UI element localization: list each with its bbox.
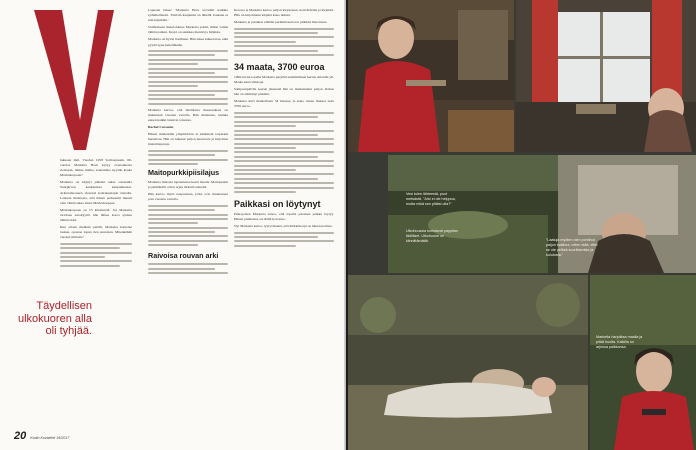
- text-line: [148, 235, 228, 237]
- text-line: [234, 125, 296, 127]
- page-number: 20: [14, 430, 27, 442]
- body-paragraph: Korona ja Marketta kertoo paljon kirjoistaan, kotiväestään ja kirjeistä. Hän on kirjoittanut kirjeitä koko ikänsä.: [234, 8, 334, 18]
- text-line: [234, 165, 334, 167]
- text-line: [60, 247, 120, 249]
- text-line: [60, 243, 132, 245]
- text-line: [148, 103, 228, 105]
- photo-caption: Marketta harjoittaa maalla ja pitää huolta. Kaikilla on arjessa paikkansa.: [596, 335, 643, 349]
- photo-caption: "Laatuja myöten olen pohtinut paljon kaikkea, miten elää, ettei se ole pelkkä suorittamista ja kulutusta.": [546, 238, 598, 257]
- photo-woman-in-leaves: [348, 275, 588, 450]
- body-paragraph: Marketta on käynyt pitkästi aikaa ostoksilla Suurjärven kaukaisissa kaupunkeissa. Arkistohuoneen vieressä kotirakentajan rinnalla. Lantaan muistosta, että hänen perheensä muutti vain vähän aikaa sitten Mörkökorpeen.: [60, 180, 132, 205]
- text-line: [148, 205, 228, 207]
- page-folio: [14, 430, 69, 442]
- body-paragraph: Kun ollaan melkein perillä, Marketta kaivelee taskua, opastaa lopun tien suuntaan. Mitenkähän vuoden mittaan?: [60, 225, 132, 240]
- photo-caption: Ulkohuussia koristavat pappilan tädilliset. Ulkohuone on kiinnittämättä.: [406, 229, 458, 243]
- text-line: [234, 138, 334, 140]
- text-line: [234, 178, 318, 180]
- text-line: [60, 265, 120, 267]
- text-line: [148, 268, 215, 270]
- text-line: [148, 159, 228, 161]
- body-paragraph: Lapuaan lukee: 'Marketta Horn tervehtii kaikkia sydämellisesti. Talvisin kaupunki on lähellä. Kukaan ei tule käymään.': [148, 8, 228, 23]
- text-line: [148, 85, 198, 87]
- text-line: [234, 236, 318, 238]
- text-line: [148, 272, 228, 274]
- text-line: [234, 41, 296, 43]
- text-line: [234, 191, 296, 193]
- text-line: [148, 94, 215, 96]
- photo-woman-indoors: [348, 0, 514, 152]
- body-paragraph: Mörkökorpeen on 13 kilometriä. Jos Marketta tarvitsee autokyytiä, hän lähtee kotoa ajoissa tämän tästä.: [60, 207, 132, 223]
- text-line: [234, 160, 334, 162]
- text-line: [60, 252, 132, 254]
- text-line: [234, 50, 318, 52]
- text-line: [148, 76, 228, 78]
- text-column-3: [234, 8, 334, 448]
- photo-garden-reading: [388, 155, 696, 273]
- text-line: [148, 81, 228, 83]
- text-line: [148, 222, 198, 224]
- text-line: [148, 54, 215, 56]
- text-line: [234, 32, 318, 34]
- text-line: [234, 182, 334, 184]
- photo-caption: Vesi tulee lähteestä, puut metsästä. "Arki ei ole helppoa, mutta mikä sen pitäisi olla?": [406, 192, 456, 206]
- text-line: [234, 28, 334, 30]
- body-paragraph: 1990-luvun lopulla Marketta purjehti ensimmäisen kerran Atlantin yli. Matka kesti viikkoja.: [234, 75, 334, 85]
- text-column-1: [60, 158, 132, 388]
- text-line: [234, 112, 334, 114]
- body-paragraph: Hän kertoo myös naapureista, jotka ovat muuttaneet pois vuosien varrella.: [148, 192, 228, 202]
- section-heading: Raivoisa rouvan arki: [148, 251, 219, 261]
- photo-woman-portrait: [590, 275, 696, 450]
- text-line: [234, 134, 318, 136]
- body-paragraph: Sampsanpäivän seuran jäsenenä hän on matkustanut paljon. Rahaa hän on säästänyt pitkään.: [234, 87, 334, 97]
- right-page: [348, 0, 696, 450]
- text-line: [148, 227, 228, 229]
- text-line: [148, 90, 228, 92]
- text-line: [148, 154, 215, 156]
- text-line: [148, 209, 215, 211]
- text-line: [234, 169, 296, 171]
- body-paragraph: Nyt Marketta kertoo tyytyväisenä, että Mörkökorpi on hänen kotinsa.: [234, 224, 333, 229]
- text-line: [234, 36, 334, 38]
- magazine-name: Kodin Kuvalehti 16/2017: [30, 436, 70, 440]
- text-line: [234, 147, 296, 149]
- body-paragraph: Hänen mielestään ympäristöön ei kiinnitetä tarpeeksi huomiota. Hän on lukenut paljon luonnosta ja kirjoittaa muistiinpanoja.: [148, 132, 228, 147]
- body-paragraph: Marketta ja puolikas elämän perimää kertovat pitkästä historiasta.: [234, 20, 328, 25]
- section-heading: Paikkasi on löytynyt: [234, 199, 321, 209]
- text-line: [148, 163, 198, 165]
- text-line: [234, 240, 334, 242]
- text-line: [60, 256, 105, 258]
- text-line: [148, 240, 228, 242]
- text-line: [234, 187, 334, 189]
- text-line: [148, 150, 228, 152]
- text-line: [234, 173, 334, 175]
- text-line: [148, 59, 228, 61]
- text-line: [148, 263, 228, 265]
- text-line: [148, 244, 198, 246]
- text-line: [148, 98, 228, 100]
- quote-name: Rachel Carsonin: [148, 125, 174, 130]
- body-paragraph: Marketta muistaa lapsuutensa kesät maalla. Maitopurkit ja piimäleilit olivat arjen tärkeitä esineitä.: [148, 179, 228, 190]
- pull-quote: Täydellisen ulkokuoren alla oli tyhjää.: [18, 300, 92, 337]
- text-line: [148, 68, 228, 70]
- body-paragraph: Vaimoineen meteloidessa Marketta pohtii, miksi valitsi tämän paikan. Korpi on sankkaa metsää ja hiljaista.: [148, 25, 228, 35]
- text-line: [148, 218, 228, 220]
- body-paragraph: Marketta kävi matkoillaan 34 maassa, ja koko reissu maksoi noin 3700 euroa.: [234, 99, 334, 109]
- text-line: [234, 143, 334, 145]
- text-line: [234, 130, 334, 132]
- intro-paragraph: lukuaan mm. Vuoden 1958 Sotilaspassin. 66-vuotias Marketta Horn kysyy ovenaukosta iloissaan, minne matka, saattaisiko kyytiin koska Mörkökorpeen?: [60, 158, 132, 178]
- text-column-2: [148, 8, 228, 448]
- section-heading: 34 maata, 3700 euroa: [234, 62, 325, 73]
- body-paragraph: Pelkojoisen Marketta sanoo, että lopulta jokaisen paikka löytyy. Hänen paikkansa on täällä korvessa.: [234, 212, 334, 222]
- text-line: [234, 232, 334, 234]
- text-line: [234, 151, 334, 153]
- text-line: [234, 116, 318, 118]
- text-line: [148, 63, 198, 65]
- text-line: [148, 231, 215, 233]
- body-paragraph: Marketta kertoo, että mielikuva maaseudusta on muuttunut vuosien varrella. Hän muistelee, kuinka ennen kaikki tunsivat toisensa.: [148, 107, 228, 122]
- dropcap-letter: [34, 10, 114, 150]
- left-page: [0, 0, 346, 450]
- text-line: [234, 245, 296, 247]
- text-line: [60, 260, 132, 262]
- text-line: [234, 121, 334, 123]
- text-line: [234, 45, 334, 47]
- section-heading: Maitopurkkipiisilajus: [148, 167, 220, 177]
- body-paragraph: Marketta on hyvin itsellinen. Hän tekee kaiken itse, eikä pyydä apua keneltäkään.: [148, 37, 228, 47]
- text-line: [234, 54, 334, 56]
- text-line: [234, 156, 318, 158]
- text-line: [148, 214, 228, 216]
- text-line: [148, 50, 228, 52]
- photo-window-interior: [516, 0, 696, 152]
- text-line: [148, 72, 215, 74]
